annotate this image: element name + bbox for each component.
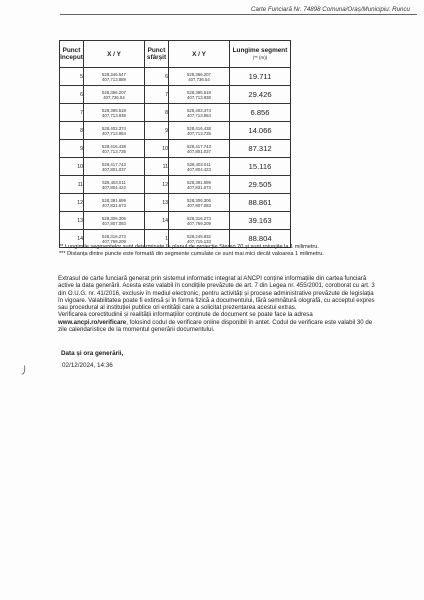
coord-y: 407,801.037 — [102, 166, 126, 172]
point-start-cell: 12 — [60, 194, 84, 212]
table-row — [60, 194, 291, 212]
coords-start-cell — [84, 158, 145, 176]
table-body — [60, 68, 291, 248]
point-end-cell: 1 — [145, 230, 169, 248]
coords-start-cell — [84, 104, 145, 122]
disclaimer-text: Extrasul de carte funciară generat prin sistemul informatic integrat al ANCPI conține informațiile din cartea funciară active la data generării. Acesta este valabil în condițiile prevăzute de art. 7 din Legea nr. 455/2001, coroborat cu art. 3 din O.U.G. nr. 41/2016, exclusiv în mediul electronic, pentru activități și procese administrative prevăzute de legislația în vigoare. Valabilitatea poate fi extinsă și în forma fizică a documentului, fără semnătură olografă, cu acceptul expres sau procedural al instituției publice ori entității care a solicitat prezentarea acestui extras. — [58, 275, 375, 312]
point-start-cell: 8 — [60, 122, 84, 140]
coord-y: 407,801.037 — [187, 148, 211, 154]
coord-x: 528,366.207 — [102, 89, 126, 95]
verification-text-cont: , folosind codul de verificare online disponibil în antet. Codul de verificare este valabil 30 de zile calendaristice de la momentul generării documentului. — [58, 318, 373, 334]
coord-y: 407,713.954 — [102, 130, 126, 136]
coord-x: 528,391.699 — [102, 197, 126, 203]
coord-x: 528,416.438 — [102, 143, 126, 149]
coords-end-cell — [169, 104, 230, 122]
coords-start-cell — [84, 194, 145, 212]
coords-start-cell — [84, 176, 145, 194]
coords-end-cell — [169, 158, 230, 176]
note-point-distance: *** Distanța dintre puncte este formată din segmente cumulate ce sunt mai mici decât valoarea 1 milimetru. — [59, 251, 324, 257]
coord-y: 407,804.423 — [187, 166, 211, 172]
segment-length-cell: 87.312 — [230, 140, 291, 158]
segment-length-cell: 29.505 — [230, 176, 291, 194]
generation-date-label: Data și ora generării, — [61, 350, 124, 357]
coord-x: 528,403.011 — [187, 161, 211, 167]
header-point-end: Punct sfârșit — [145, 41, 169, 68]
coord-y: 407,769.209 — [187, 220, 211, 226]
coords-end-cell — [169, 194, 230, 212]
coord-y: 407,715.133 — [187, 238, 211, 244]
coord-y: 407,807.083 — [102, 220, 126, 226]
point-end-cell: 9 — [145, 122, 169, 140]
header-length — [230, 41, 291, 68]
coords-end-cell — [169, 86, 230, 104]
coord-y: 407,713.735 — [187, 130, 211, 136]
segment-length-cell: 6.856 — [230, 104, 291, 122]
header-divider — [60, 14, 417, 15]
table-row — [60, 68, 291, 86]
segment-length-cell: 88.804 — [230, 230, 291, 248]
coord-x: 528,391.699 — [187, 179, 211, 185]
coord-x: 528,402.374 — [102, 125, 126, 131]
coords-end-cell — [169, 176, 230, 194]
coord-x: 528,306.306 — [187, 197, 211, 203]
point-start-cell: 10 — [60, 158, 84, 176]
segment-length-cell: 29.426 — [230, 86, 291, 104]
header-point-start: Punct început — [60, 41, 84, 68]
coord-y: 407,831.673 — [102, 202, 126, 208]
point-end-cell: 13 — [145, 194, 169, 212]
coords-start-cell — [84, 140, 145, 158]
coord-x: 528,245.832 — [187, 233, 211, 239]
point-start-cell: 14 — [60, 230, 84, 248]
point-start-cell: 9 — [60, 140, 84, 158]
point-start-cell: 6 — [60, 86, 84, 104]
coord-x: 528,417.743 — [187, 143, 211, 149]
coords-start-cell — [84, 212, 145, 230]
point-start-cell: 13 — [60, 212, 84, 230]
note-segment-lengths: ** Lungimile segmentelor sunt determinate în planul de proiecție Stereo 70 și sunt rotunjite la 1 milimetru. — [59, 244, 319, 250]
coord-y: 407,736.54 — [103, 94, 125, 100]
coords-end-cell — [169, 68, 230, 86]
coord-x: 528,417.743 — [102, 161, 126, 167]
coord-x: 528,395.518 — [187, 89, 211, 95]
point-end-cell: 12 — [145, 176, 169, 194]
header-length-label: Lungime segment — [232, 47, 288, 54]
point-end-cell: 6 — [145, 68, 169, 86]
table-row — [60, 158, 291, 176]
coord-y: 407,713.938 — [187, 94, 211, 100]
coord-x: 528,395.518 — [102, 107, 126, 113]
table-row — [60, 122, 291, 140]
generation-date-value: 02/12/2024, 14:36 — [62, 362, 113, 369]
coords-end-cell — [169, 140, 230, 158]
verification-text: Verificarea corectitudinii și realității informațiilor conținute de document se poate face la adresa — [58, 311, 313, 319]
segments-table — [59, 40, 291, 248]
segment-length-cell: 15.116 — [230, 158, 291, 176]
segment-length-cell: 39.163 — [230, 212, 291, 230]
point-end-cell: 7 — [145, 86, 169, 104]
extract-disclaimer — [58, 275, 378, 333]
coords-end-cell — [169, 122, 230, 140]
point-end-cell: 14 — [145, 212, 169, 230]
point-start-cell: 7 — [60, 104, 84, 122]
table-row — [60, 140, 291, 158]
coord-y: 407,713.954 — [187, 112, 211, 118]
header-length-unit: (** (m)) — [252, 55, 268, 60]
page-header: Carte Funciară Nr. 74898 Comuna/Oraș/Municipiu: Runcu — [251, 6, 410, 13]
table-header-row — [60, 41, 291, 68]
coord-y: 407,713.735 — [102, 148, 126, 154]
coord-y: 407,804.423 — [102, 184, 126, 190]
point-start-cell: 11 — [60, 176, 84, 194]
coord-y: 407,769.209 — [102, 238, 126, 244]
coord-x: 528,402.374 — [187, 107, 211, 113]
point-end-cell: 10 — [145, 140, 169, 158]
table-row — [60, 212, 291, 230]
point-start-cell: 5 — [60, 68, 84, 86]
header-xy-start: X / Y — [84, 41, 145, 68]
coord-y: 407,736.54 — [188, 76, 210, 82]
coord-x: 528,346.547 — [102, 71, 126, 77]
segment-length-cell: 14.066 — [230, 122, 291, 140]
coord-y: 407,807.083 — [187, 202, 211, 208]
coord-y: 407,713.889 — [102, 76, 126, 82]
point-end-cell: 8 — [145, 104, 169, 122]
segment-length-cell: 88.861 — [230, 194, 291, 212]
table-row — [60, 104, 291, 122]
coords-start-cell — [84, 86, 145, 104]
table-row — [60, 176, 291, 194]
coord-x: 528,403.011 — [102, 179, 126, 185]
coord-x: 528,316.273 — [102, 233, 126, 239]
coord-y: 407,831.673 — [187, 184, 211, 190]
coord-x: 528,316.273 — [187, 215, 211, 221]
coord-x: 528,366.207 — [187, 71, 211, 77]
point-end-cell: 11 — [145, 158, 169, 176]
coords-end-cell — [169, 212, 230, 230]
coords-start-cell — [84, 122, 145, 140]
verification-url[interactable]: www.ancpi.ro/verificare — [58, 318, 127, 326]
coord-y: 407,713.938 — [102, 112, 126, 118]
header-xy-end: X / Y — [169, 41, 230, 68]
segment-length-cell: 19.711 — [230, 68, 291, 86]
coord-x: 528,306.306 — [102, 215, 126, 221]
coord-x: 528,416.438 — [187, 125, 211, 131]
table-row — [60, 86, 291, 104]
coords-start-cell — [84, 68, 145, 86]
margin-pen-mark — [21, 365, 26, 375]
